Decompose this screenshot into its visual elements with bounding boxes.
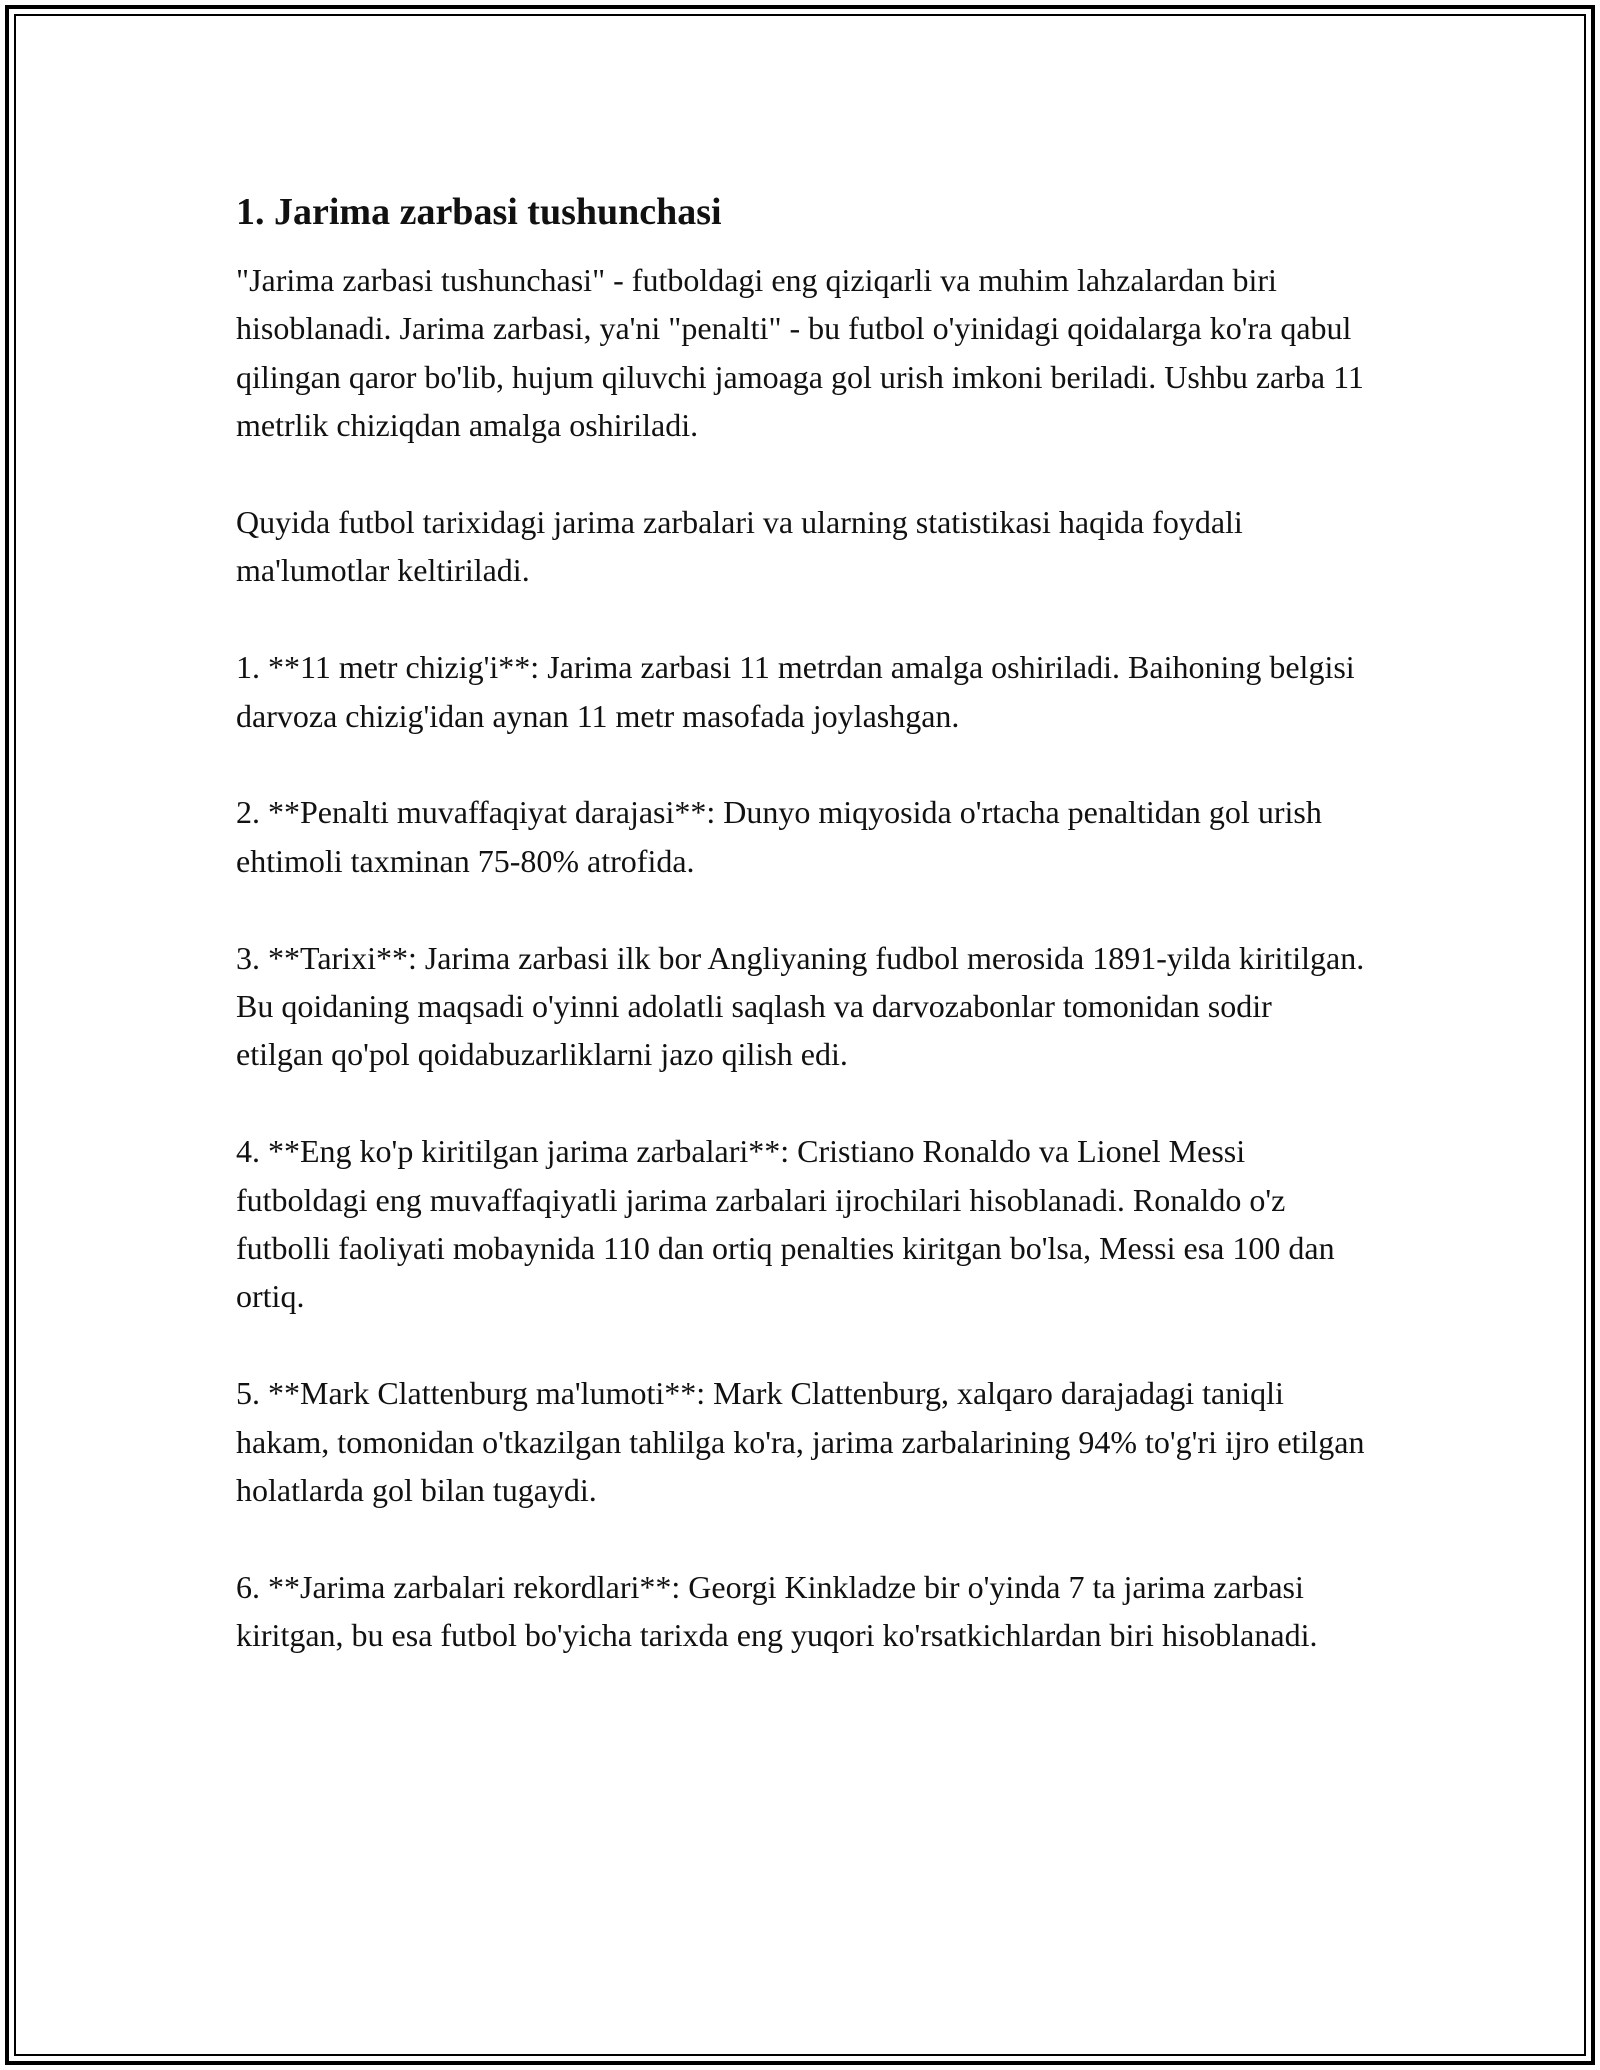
lead-paragraph: Quyida futbol tarixidagi jarima zarbalari va ularning statistikasi haqida foydali ma'lumotlar keltiriladi. <box>236 504 1243 589</box>
list-item-4: 4. **Eng ko'p kiritilgan jarima zarbalari**: Cristiano Ronaldo va Lionel Messi futboldagi eng muvaffaqiyatli jarima zarbalari ijrochilari hisoblanadi. Ronaldo o'z futbolli faoliyati mobaynida 110 dan ortiq penalties kiritgan bo'lsa, Messi esa 100 dan ortiq. <box>236 1133 1335 1315</box>
intro-paragraph: "Jarima zarbasi tushunchasi" - futboldagi eng qiziqarli va muhim lahzalardan biri hisoblanadi. Jarima zarbasi, ya'ni "penalti" - bu futbol o'yinidagi qoidalarga ko'ra qabul qilingan qaror bo'lib, hujum qiluvchi jamoaga gol urish imkoni beriladi. Ushbu zarba 11 metrlik chiziqdan amalga oshiriladi. <box>236 262 1364 444</box>
list-item-1: 1. **11 metr chizig'i**: Jarima zarbasi 11 metrdan amalga oshiriladi. Baihoning belgisi darvoza chizig'idan aynan 11 metr masofada joylashgan. <box>236 649 1355 734</box>
section-heading: 1. Jarima zarbasi tushunchasi <box>236 191 722 233</box>
list-item-6: 6. **Jarima zarbalari rekordlari**: Georgi Kinkladze bir o'yinda 7 ta jarima zarbasi kiritgan, bu esa futbol bo'yicha tarixda eng yuqori ko'rsatkichlardan biri hisoblanadi. <box>236 1568 1318 1654</box>
document-body <box>236 188 1366 1708</box>
list-item-2: 2. **Penalti muvaffaqiyat darajasi**: Dunyo miqyosida o'rtacha penaltidan gol urish ehtimoli taxminan 75-80% atrofida. <box>236 794 1322 879</box>
list-item-3: 3. **Tarixi**: Jarima zarbasi ilk bor Angliyaning fudbol merosida 1891-yilda kiritilgan. Bu qoidaning maqsadi o'yinni adolatli saqlash va darvozabonlar tomonidan sodir etilgan qo'pol qoidabuzarliklarni jazo qilish edi. <box>236 939 1365 1073</box>
list-item-5: 5. **Mark Clattenburg ma'lumoti**: Mark Clattenburg, xalqaro darajadagi taniqli hakam, tomonidan o'tkazilgan tahlilga ko'ra, jarima zarbalarining 94% to'g'ri ijro etilgan holatlarda gol bilan tugaydi. <box>236 1375 1365 1509</box>
